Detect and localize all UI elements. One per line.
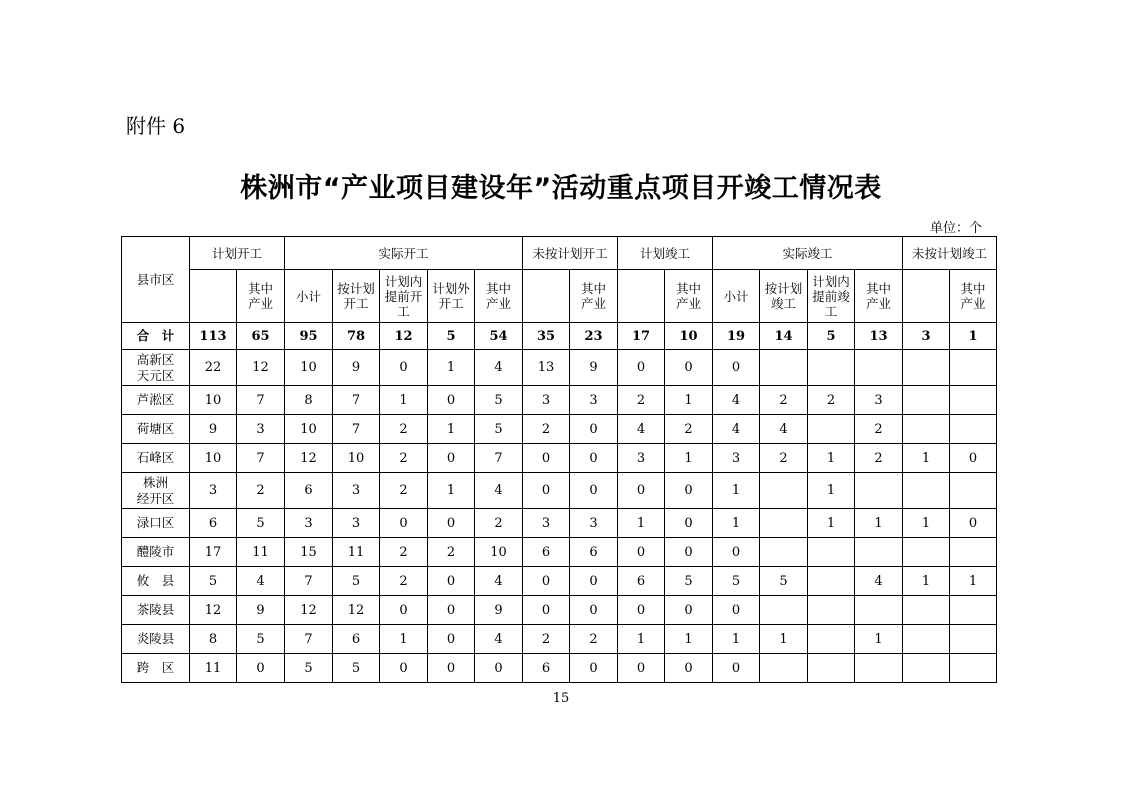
value-cell: 4 [713, 415, 760, 444]
value-cell: 5 [237, 509, 285, 538]
value-cell [950, 473, 997, 509]
table-row [122, 538, 997, 567]
value-cell: 13 [523, 350, 570, 386]
value-cell: 1 [713, 625, 760, 654]
subheader-on-plan-start: 按计划 开工 [333, 270, 380, 323]
header-row-groups [122, 237, 997, 270]
value-cell: 1 [618, 625, 665, 654]
district-name-cell: 株洲 经开区 [122, 473, 190, 509]
value-cell: 15 [285, 538, 333, 567]
value-cell: 0 [713, 654, 760, 683]
value-cell: 2 [475, 509, 523, 538]
value-cell [903, 350, 950, 386]
value-cell: 6 [285, 473, 333, 509]
value-cell: 1 [665, 625, 713, 654]
value-cell: 1 [950, 567, 997, 596]
value-cell: 0 [523, 473, 570, 509]
value-cell: 10 [665, 323, 713, 350]
value-cell: 3 [903, 323, 950, 350]
value-cell: 0 [665, 596, 713, 625]
value-cell: 2 [665, 415, 713, 444]
subheader-industry: 其中 产业 [475, 270, 523, 323]
value-cell: 2 [523, 415, 570, 444]
value-cell [950, 538, 997, 567]
value-cell [903, 654, 950, 683]
subheader-early-complete: 计划内 提前竣 工 [808, 270, 855, 323]
value-cell: 0 [523, 567, 570, 596]
table-row [122, 350, 997, 386]
value-cell: 0 [570, 473, 618, 509]
value-cell: 0 [428, 509, 475, 538]
value-cell: 0 [428, 596, 475, 625]
value-cell: 0 [570, 596, 618, 625]
value-cell: 2 [760, 444, 808, 473]
district-name-cell: 石峰区 [122, 444, 190, 473]
value-cell: 0 [380, 509, 428, 538]
value-cell: 5 [237, 625, 285, 654]
value-cell: 1 [903, 509, 950, 538]
value-cell: 10 [190, 444, 237, 473]
subheader-unplanned-start: 计划外 开工 [428, 270, 475, 323]
value-cell: 4 [855, 567, 903, 596]
value-cell [808, 350, 855, 386]
value-cell: 14 [760, 323, 808, 350]
value-cell: 5 [428, 323, 475, 350]
subheader-empty [190, 270, 237, 323]
value-cell: 5 [808, 323, 855, 350]
value-cell: 17 [618, 323, 665, 350]
value-cell [903, 386, 950, 415]
group-header-plan-start: 计划开工 [190, 237, 285, 270]
value-cell: 23 [570, 323, 618, 350]
group-header-not-completed: 未按计划竣工 [903, 237, 997, 270]
value-cell: 0 [475, 654, 523, 683]
value-cell: 5 [190, 567, 237, 596]
value-cell [855, 538, 903, 567]
district-name-cell: 荷塘区 [122, 415, 190, 444]
value-cell: 2 [380, 415, 428, 444]
value-cell [760, 350, 808, 386]
value-cell: 1 [428, 473, 475, 509]
value-cell: 65 [237, 323, 285, 350]
value-cell: 3 [713, 444, 760, 473]
value-cell [950, 596, 997, 625]
value-cell: 8 [285, 386, 333, 415]
district-name-cell: 炎陵县 [122, 625, 190, 654]
value-cell: 78 [333, 323, 380, 350]
value-cell: 1 [713, 509, 760, 538]
subheader-empty [903, 270, 950, 323]
value-cell: 5 [333, 567, 380, 596]
value-cell: 3 [570, 386, 618, 415]
value-cell: 0 [950, 444, 997, 473]
value-cell: 12 [285, 444, 333, 473]
subheader-industry: 其中 产业 [665, 270, 713, 323]
value-cell: 0 [428, 567, 475, 596]
value-cell: 10 [285, 415, 333, 444]
value-cell: 11 [333, 538, 380, 567]
value-cell [950, 386, 997, 415]
value-cell: 1 [428, 415, 475, 444]
value-cell: 7 [285, 567, 333, 596]
value-cell: 12 [190, 596, 237, 625]
value-cell: 7 [237, 386, 285, 415]
value-cell: 6 [523, 654, 570, 683]
value-cell: 0 [665, 473, 713, 509]
value-cell: 0 [618, 596, 665, 625]
value-cell: 1 [380, 386, 428, 415]
district-name-cell: 芦淞区 [122, 386, 190, 415]
district-header: 县市区 [122, 237, 190, 323]
value-cell: 12 [285, 596, 333, 625]
value-cell: 1 [855, 625, 903, 654]
value-cell [808, 625, 855, 654]
value-cell: 2 [855, 444, 903, 473]
value-cell: 0 [428, 386, 475, 415]
value-cell: 1 [428, 350, 475, 386]
value-cell: 1 [903, 567, 950, 596]
value-cell: 0 [713, 596, 760, 625]
district-name-cell: 渌口区 [122, 509, 190, 538]
value-cell: 0 [618, 654, 665, 683]
value-cell: 1 [380, 625, 428, 654]
value-cell: 22 [190, 350, 237, 386]
value-cell: 6 [618, 567, 665, 596]
value-cell [855, 596, 903, 625]
value-cell: 1 [855, 509, 903, 538]
value-cell: 0 [380, 596, 428, 625]
value-cell: 2 [523, 625, 570, 654]
value-cell: 95 [285, 323, 333, 350]
group-header-actual-complete: 实际竣工 [713, 237, 903, 270]
value-cell [808, 654, 855, 683]
value-cell: 4 [475, 350, 523, 386]
value-cell [950, 350, 997, 386]
value-cell: 17 [190, 538, 237, 567]
value-cell: 2 [855, 415, 903, 444]
value-cell: 2 [760, 386, 808, 415]
value-cell: 7 [475, 444, 523, 473]
subheader-industry: 其中 产业 [237, 270, 285, 323]
subheader-industry: 其中 产业 [855, 270, 903, 323]
value-cell: 10 [285, 350, 333, 386]
page-number: 15 [552, 691, 570, 706]
value-cell: 0 [570, 415, 618, 444]
value-cell [855, 350, 903, 386]
value-cell: 10 [475, 538, 523, 567]
value-cell: 0 [380, 350, 428, 386]
value-cell: 0 [950, 509, 997, 538]
value-cell: 7 [333, 386, 380, 415]
value-cell: 1 [618, 509, 665, 538]
value-cell: 0 [665, 654, 713, 683]
value-cell [760, 509, 808, 538]
value-cell: 1 [808, 444, 855, 473]
value-cell [903, 538, 950, 567]
value-cell [760, 538, 808, 567]
value-cell: 12 [237, 350, 285, 386]
subheader-empty [618, 270, 665, 323]
value-cell: 3 [333, 509, 380, 538]
value-cell: 0 [523, 596, 570, 625]
value-cell: 11 [190, 654, 237, 683]
value-cell: 2 [237, 473, 285, 509]
value-cell: 6 [570, 538, 618, 567]
value-cell: 3 [190, 473, 237, 509]
value-cell: 9 [333, 350, 380, 386]
district-name-cell: 合 计 [122, 323, 190, 350]
value-cell: 4 [475, 473, 523, 509]
value-cell: 54 [475, 323, 523, 350]
value-cell: 0 [428, 444, 475, 473]
value-cell: 0 [713, 538, 760, 567]
value-cell: 0 [713, 350, 760, 386]
value-cell: 4 [475, 567, 523, 596]
group-header-plan-complete: 计划竣工 [618, 237, 713, 270]
value-cell: 6 [523, 538, 570, 567]
value-cell: 113 [190, 323, 237, 350]
value-cell: 1 [665, 444, 713, 473]
value-cell: 12 [333, 596, 380, 625]
value-cell [760, 654, 808, 683]
value-cell: 3 [618, 444, 665, 473]
value-cell [950, 654, 997, 683]
value-cell: 3 [237, 415, 285, 444]
group-header-actual-start: 实际开工 [285, 237, 523, 270]
value-cell: 7 [285, 625, 333, 654]
table-row [122, 386, 997, 415]
value-cell: 11 [237, 538, 285, 567]
subheader-early-start: 计划内 提前开 工 [380, 270, 428, 323]
value-cell [950, 625, 997, 654]
value-cell: 3 [855, 386, 903, 415]
total-row [122, 323, 997, 350]
value-cell [855, 654, 903, 683]
value-cell: 10 [333, 444, 380, 473]
value-cell [903, 625, 950, 654]
table-row [122, 473, 997, 509]
value-cell: 0 [570, 654, 618, 683]
table-row [122, 654, 997, 683]
value-cell: 5 [713, 567, 760, 596]
attachment-label: 附件 6 [126, 114, 186, 138]
value-cell: 1 [760, 625, 808, 654]
value-cell: 6 [190, 509, 237, 538]
district-name-cell: 攸 县 [122, 567, 190, 596]
table-row [122, 444, 997, 473]
value-cell: 5 [475, 386, 523, 415]
value-cell: 4 [475, 625, 523, 654]
value-cell: 0 [237, 654, 285, 683]
value-cell: 9 [475, 596, 523, 625]
value-cell: 0 [618, 538, 665, 567]
value-cell: 4 [237, 567, 285, 596]
value-cell: 0 [618, 350, 665, 386]
value-cell: 9 [570, 350, 618, 386]
value-cell: 0 [618, 473, 665, 509]
value-cell: 0 [380, 654, 428, 683]
value-cell: 0 [428, 625, 475, 654]
value-cell: 3 [523, 386, 570, 415]
value-cell: 19 [713, 323, 760, 350]
value-cell: 2 [380, 473, 428, 509]
value-cell: 10 [190, 386, 237, 415]
table-row [122, 596, 997, 625]
value-cell [855, 473, 903, 509]
district-name-cell: 醴陵市 [122, 538, 190, 567]
header-row-subcolumns [122, 270, 997, 323]
subheader-industry: 其中 产业 [950, 270, 997, 323]
value-cell: 1 [808, 473, 855, 509]
table-row [122, 567, 997, 596]
value-cell [760, 473, 808, 509]
value-cell: 1 [903, 444, 950, 473]
value-cell: 1 [713, 473, 760, 509]
value-cell: 0 [570, 567, 618, 596]
table-body [122, 323, 997, 683]
value-cell [903, 596, 950, 625]
value-cell [903, 415, 950, 444]
value-cell: 13 [855, 323, 903, 350]
subheader-on-plan-complete: 按计划 竣工 [760, 270, 808, 323]
value-cell: 0 [665, 538, 713, 567]
page-title: 株洲市“产业项目建设年”活动重点项目开竣工情况表 [240, 173, 882, 204]
value-cell: 5 [333, 654, 380, 683]
value-cell: 8 [190, 625, 237, 654]
value-cell [950, 415, 997, 444]
value-cell: 12 [380, 323, 428, 350]
value-cell: 2 [380, 538, 428, 567]
value-cell: 1 [950, 323, 997, 350]
subheader-subtotal: 小计 [285, 270, 333, 323]
table-row [122, 625, 997, 654]
district-name-cell: 茶陵县 [122, 596, 190, 625]
value-cell: 4 [760, 415, 808, 444]
value-cell: 9 [237, 596, 285, 625]
value-cell: 0 [523, 444, 570, 473]
value-cell: 5 [760, 567, 808, 596]
district-name-cell: 高新区 天元区 [122, 350, 190, 386]
value-cell: 2 [808, 386, 855, 415]
value-cell: 3 [523, 509, 570, 538]
value-cell: 0 [570, 444, 618, 473]
value-cell: 35 [523, 323, 570, 350]
value-cell: 2 [428, 538, 475, 567]
value-cell: 2 [570, 625, 618, 654]
value-cell [808, 567, 855, 596]
unit-label: 单位：个 [930, 221, 983, 236]
value-cell: 0 [665, 509, 713, 538]
subheader-subtotal: 小计 [713, 270, 760, 323]
table-row [122, 415, 997, 444]
value-cell [808, 415, 855, 444]
value-cell: 0 [665, 350, 713, 386]
value-cell: 1 [665, 386, 713, 415]
value-cell: 1 [808, 509, 855, 538]
value-cell [903, 473, 950, 509]
value-cell: 3 [570, 509, 618, 538]
value-cell: 7 [237, 444, 285, 473]
table-row [122, 509, 997, 538]
value-cell: 7 [333, 415, 380, 444]
value-cell: 5 [285, 654, 333, 683]
value-cell [808, 596, 855, 625]
value-cell: 2 [618, 386, 665, 415]
value-cell: 5 [665, 567, 713, 596]
value-cell: 0 [428, 654, 475, 683]
projects-table [121, 236, 997, 683]
value-cell: 4 [713, 386, 760, 415]
value-cell: 3 [285, 509, 333, 538]
subheader-empty [523, 270, 570, 323]
value-cell: 5 [475, 415, 523, 444]
value-cell: 2 [380, 444, 428, 473]
group-header-not-started: 未按计划开工 [523, 237, 618, 270]
value-cell [760, 596, 808, 625]
district-name-cell: 跨 区 [122, 654, 190, 683]
subheader-industry: 其中 产业 [570, 270, 618, 323]
value-cell: 4 [618, 415, 665, 444]
value-cell: 9 [190, 415, 237, 444]
value-cell: 3 [333, 473, 380, 509]
value-cell: 2 [380, 567, 428, 596]
value-cell: 6 [333, 625, 380, 654]
value-cell [808, 538, 855, 567]
